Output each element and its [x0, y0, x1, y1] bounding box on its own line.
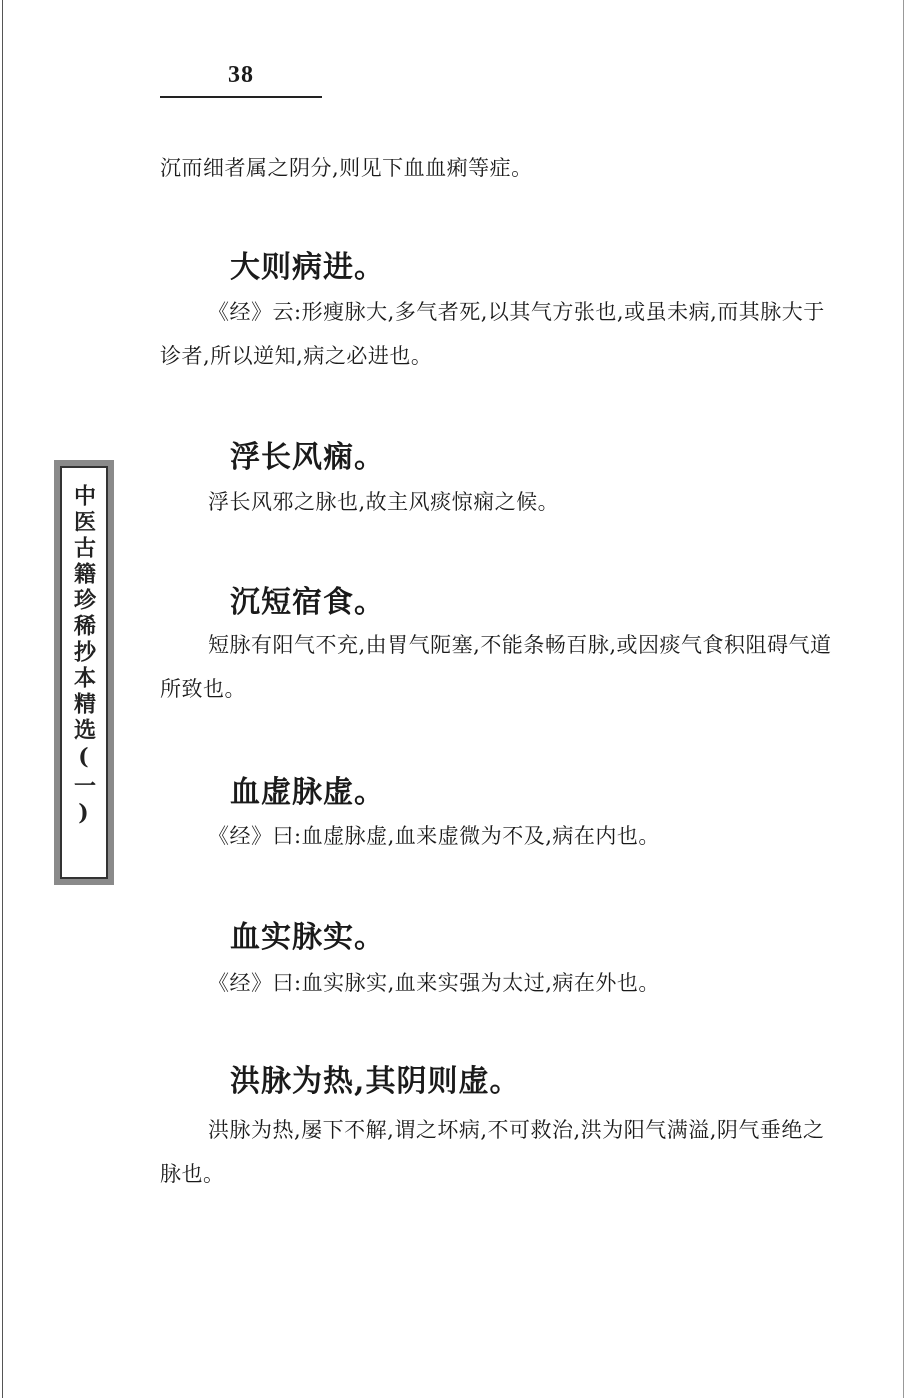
section-heading: 血虚脉虚。: [230, 775, 385, 810]
paragraph: 《经》曰:血实脉实,血来实强为太过,病在外也。: [208, 971, 660, 995]
paragraph: 短脉有阳气不充,由胃气阨塞,不能条畅百脉,或因痰气食积阻碍气道所致也。: [160, 633, 832, 701]
section-heading: 浮长风痫。: [230, 440, 385, 475]
paragraph: 浮长风邪之脉也,故主风痰惊痫之候。: [208, 490, 560, 514]
section-heading: 沉短宿食。: [230, 585, 385, 620]
paragraph: 《经》云:形瘦脉大,多气者死,以其气方张也,或虽未病,而其脉大于诊者,所以逆知,病之必进也。: [160, 300, 825, 368]
side-tab-frame: [60, 466, 108, 879]
series-side-tab: [54, 460, 114, 885]
section-heading: 洪脉为热,其阴则虚。: [230, 1064, 521, 1099]
paragraph: 沉而细者属之阴分,则见下血血痢等症。: [160, 156, 533, 180]
page-number: 38: [228, 62, 254, 88]
section-heading: 大则病进。: [230, 250, 385, 285]
section-heading: 血实脉实。: [230, 920, 385, 955]
page-edge-left: [2, 0, 3, 1398]
page-edge-right: [903, 0, 904, 1398]
series-title: 中医古籍珍稀抄本精选(一): [70, 484, 97, 830]
paragraph: 《经》曰:血虚脉虚,血来虚微为不及,病在内也。: [208, 824, 660, 848]
paragraph: 洪脉为热,屡下不解,谓之坏病,不可救治,洪为阳气满溢,阴气垂绝之脉也。: [160, 1118, 825, 1186]
page-header: [160, 58, 322, 98]
